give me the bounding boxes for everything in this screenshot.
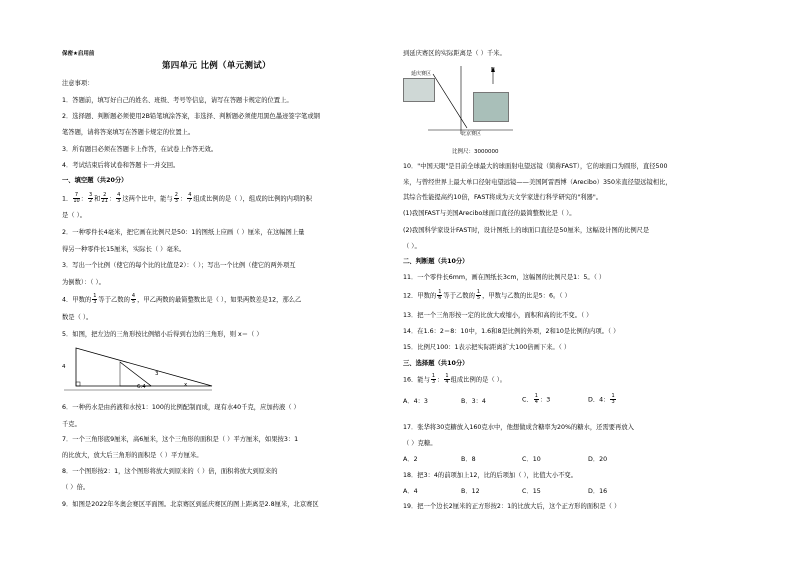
- question-19: 19．把一个边长2厘米的正方形按2：1的比放大后，这个正方形的面积是（ ）: [403, 503, 621, 510]
- question-15: 15．比例尺100：1表示把实际距离扩大100倍画下来。（ ）: [403, 344, 571, 351]
- fraction: $\frac{1}{5}$: [476, 289, 481, 301]
- question-8: 8．一个图形按2：1，这个图形将放大到原来的（ ）倍，面积将放大到原来的: [62, 468, 278, 475]
- fraction: $\frac{1}{3}$: [431, 373, 436, 385]
- note-2: 2．选择题、判断题必须使用2B铅笔填涂答案，非选择、判断题必须使用黑色墨迹签字笔或钢: [62, 113, 320, 120]
- question-17-line2: （ ）克糖。: [403, 440, 437, 447]
- fraction: $\frac{2}{3}$: [174, 192, 178, 204]
- question-10-part1: (1)我国FAST与美国Arecibo球面口直径的最简整数比是（ ）。: [403, 210, 576, 217]
- option-16-b: B．3：4: [461, 398, 486, 405]
- question-14: 14．在1.6：2＝8：10中，1.6和8是比例的外项，2和10是比例的内项。（ ）: [403, 328, 620, 335]
- note-1: 1．答题前，填写好自己的姓名、班级、考号等信息，请写在答题卡规定的位置上。: [62, 97, 293, 104]
- fraction: $\frac{1}{4}$: [445, 373, 449, 385]
- question-1: 1． $\frac{7}{10}$ ： $\frac{3}{2}$ 和 $\frac{2}{21}$ ： $\frac{4}{3}$ 这两个比中，能与 $\frac{2}{3}$ ： $\frac{4}{7}$ 组成比例的是（ ），组成的比例的内项的积: [62, 192, 312, 204]
- beijing-label: 北京赛区: [461, 131, 482, 137]
- fraction: $\frac{3}{2}$: [88, 192, 93, 204]
- question-10: 10．"中国天眼"是目前全球最大的球面射电望远镜（简称FAST），它的球面口为圆形，直径500: [403, 163, 668, 170]
- question-3-line2: 为倒数）：（ ）。: [62, 279, 105, 286]
- question-4: 4．甲数的 $\frac{1}{3}$ 等于乙数的 $\frac{4}{5}$ ，甲乙两数的最简整数比是（ ），如果两数差是12，那么乙: [62, 293, 302, 305]
- fraction: $\frac{4}{3}$: [117, 192, 121, 204]
- question-10-part2-line2: （ ）。: [403, 243, 421, 250]
- question-16: 16．能与 $\frac{1}{3}$ ： $\frac{1}{4}$ 组成比例的是（ ）。: [403, 373, 507, 385]
- option-17-c: C．10: [522, 456, 541, 463]
- secret-label: 保密★启用前: [62, 51, 95, 57]
- question-7-line2: 的比放大，放大后三角形的面积是（ ）平方厘米。: [62, 452, 203, 459]
- option-17-a: A．2: [403, 456, 418, 463]
- small-triangle: [120, 362, 151, 386]
- section-3-heading: 三、选择题（共10分）: [403, 360, 469, 367]
- option-18-d: D．16: [588, 488, 608, 495]
- olympic-map: [403, 62, 521, 142]
- section-1-heading: 一、填空题（共20分）: [62, 177, 128, 184]
- page-title: 第四单元 比例（单元测试）: [162, 61, 271, 71]
- note-2b: 笔答题，请将答案填写在答题卡规定的位置上。: [62, 129, 195, 136]
- yanqing-label: 延庆赛区: [411, 71, 432, 77]
- note-3: 3．所有题目必须在答题卡上作答，在试卷上作答无效。: [62, 146, 218, 153]
- question-17: 17．张华将30克糖放入160克水中，他想做成含糖率为20%的糖水，还需要再放入: [403, 424, 634, 431]
- question-13: 13．把一个三角形按一定的比放大或缩小，面积和高的比不变。（ ）: [403, 312, 593, 319]
- fraction: $\frac{2}{21}$: [101, 192, 108, 204]
- question-18: 18．把3：4的前项加上12，比的后项加（ ），比值大小不变。: [403, 472, 578, 479]
- fraction: $\frac{1}{3}$: [93, 293, 97, 305]
- option-16-c: C． $\frac{1}{4}$ ：3: [522, 393, 551, 405]
- question-6-line2: 千克。: [62, 421, 81, 428]
- section-2-heading: 二、判断题（共10分）: [403, 258, 469, 265]
- right-height-label: 3: [155, 371, 159, 377]
- option-16-a: A．4：3: [403, 398, 428, 405]
- fraction: $\frac{1}{3}$: [611, 393, 615, 405]
- map-scale: 比例尺：3000000: [452, 149, 499, 155]
- question-11: 11．一个零件长6mm，画在图纸长3cm，这幅图的比例尺是1：5。（ ）: [403, 274, 606, 281]
- fraction: $\frac{4}{5}$: [131, 293, 136, 305]
- question-8-line2: （ ）倍。: [62, 484, 90, 491]
- question-6: 6．一种药水是由药液和水按1：100的比例配制而成，现有水40千克，应加药液（ ）: [62, 404, 300, 411]
- question-9-line2: 到延庆赛区的实际距离是（ ）千米。: [403, 50, 506, 57]
- option-18-a: A．4: [403, 488, 418, 495]
- option-16-d: D．4： $\frac{1}{3}$: [588, 393, 615, 405]
- north-label: N: [491, 67, 495, 73]
- question-2-line2: 得另一种零件长15厘米，实际长（ ）毫米。: [62, 246, 186, 253]
- note-4: 4．考试结束后将试卷和答题卡一并交回。: [62, 162, 180, 169]
- question-7: 7．一个三角形底9厘米，高6厘米，这个三角形的面积是（ ）平方厘米，如果按3：1: [62, 436, 299, 443]
- option-17-d: D．20: [588, 456, 608, 463]
- left-height-label: 4: [62, 364, 66, 370]
- option-18-c: C．15: [522, 488, 541, 495]
- question-10-line3: 其综合性能提高约10倍，FAST将成为天文学家进行科学研究的"利器"。: [403, 194, 603, 201]
- fraction: $\frac{7}{10}$: [73, 192, 80, 204]
- question-5: 5．如图，把左边的三角形按比例缩小后得到右边的三角形，则 x＝（ ）: [62, 331, 263, 338]
- left-width-label: 6.4: [137, 384, 146, 390]
- question-2: 2．一种零件长4毫米，把它画在比例尺是50：1的图纸上应画（ ）厘米，在这幅图上量: [62, 229, 305, 236]
- question-12: 12．甲数的 $\frac{1}{6}$ 等于乙数的 $\frac{1}{5}$ ，甲数与乙数的比是5：6。（ ）: [403, 289, 571, 301]
- fraction: $\frac{4}{7}$: [188, 192, 192, 204]
- notes-heading: 注意事项：: [62, 80, 94, 87]
- right-width-label: x: [184, 382, 188, 388]
- question-3: 3．写出一个比例（使它的每个比的比值是2）：（ ）；写出一个比例（使它的两外项互: [62, 262, 296, 269]
- question-4-line2: 数是（ ）。: [62, 314, 93, 321]
- question-1-line2: 是（ ）。: [62, 212, 87, 219]
- question-9: 9．如图是2022年冬奥会赛区平面图。北京赛区到延庆赛区的图上距离是2.8厘米，北京赛区: [62, 501, 319, 508]
- question-10-part2: (2)我国科学家设计FAST时，设计图纸上的球面口直径是50厘米，这幅设计图的比例尺是: [403, 227, 650, 234]
- option-17-b: B．8: [461, 456, 476, 463]
- question-10-line2: 米，与曾经世界上最大单口径射电望远镜——美国阿雷西博（Arecibo）350米直径望远镜相比，: [403, 179, 672, 186]
- fraction: $\frac{1}{6}$: [438, 289, 442, 301]
- option-18-b: B．12: [461, 488, 480, 495]
- fraction: $\frac{1}{4}$: [534, 393, 538, 405]
